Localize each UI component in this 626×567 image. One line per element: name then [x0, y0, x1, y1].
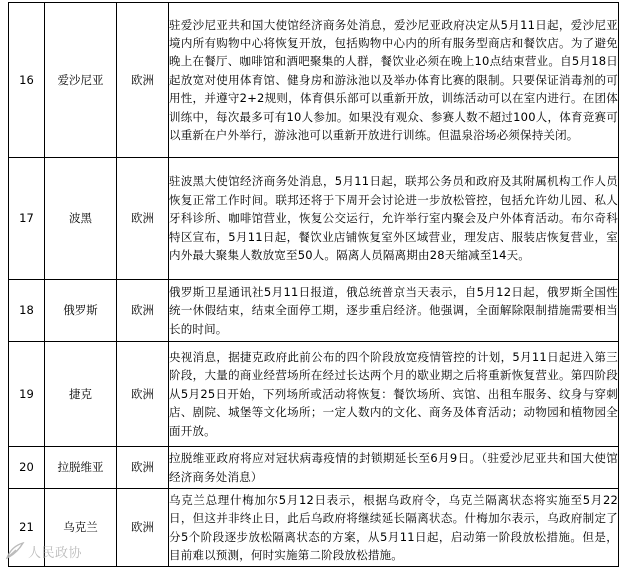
- country-name: 爱沙尼亚: [45, 3, 117, 158]
- region-name: 欧洲: [117, 158, 169, 280]
- country-name: 乌克兰: [45, 489, 117, 567]
- row-index: 18: [9, 280, 45, 342]
- region-name: 欧洲: [117, 342, 169, 447]
- row-index: 17: [9, 158, 45, 280]
- region-name: 欧洲: [117, 489, 169, 567]
- row-index: 16: [9, 3, 45, 158]
- row-index: 20: [9, 447, 45, 489]
- country-name: 俄罗斯: [45, 280, 117, 342]
- feather-logo-icon: [4, 541, 26, 561]
- row-index: 21: [9, 489, 45, 567]
- table-row: [9, 489, 619, 567]
- table-row: [9, 447, 619, 489]
- watermark-text: 人民政协: [28, 545, 83, 561]
- region-name: 欧洲: [117, 447, 169, 489]
- country-name: 捷克: [45, 342, 117, 447]
- table-row: [9, 3, 619, 158]
- country-name: 拉脱维亚: [45, 447, 117, 489]
- table-row: [9, 280, 619, 342]
- table-row: [9, 342, 619, 447]
- table-row: [9, 158, 619, 280]
- country-measures-table: [8, 2, 619, 567]
- watermark: [4, 540, 82, 562]
- region-name: 欧洲: [117, 3, 169, 158]
- measure-detail: 俄罗斯卫星通讯社5月11日报道，俄总统普京当天表示，自5月12日起，俄罗斯全国性统一休假结束，结束全面停工期，逐步重启经济。他强调，全面解除限制措施需要相当长的时间。: [169, 280, 619, 342]
- measure-detail: 拉脱维亚政府将应对冠状病毒疫情的封锁期延长至6月9日。（驻爱沙尼亚共和国大使馆经济商务处消息）: [169, 447, 619, 489]
- measure-detail: 驻波黑大使馆经济商务处消息，5月11日起，联邦公务员和政府及其附属机构工作人员恢复正常工作时间。联邦还将于下周开会讨论进一步放松管控，包括允许幼儿园、私人牙科诊所、咖啡馆营业，恢复公交运行，允许举行室内聚会及户外体育活动。布尔奇科特区宣布，5月11日起，餐饮业店铺恢复室外区域营业，理发店、服装店恢复营业，室内外最大聚集人数放宽至50人。隔离人员隔离期由28天缩减至14天。: [169, 158, 619, 280]
- measure-detail: 央视消息，据捷克政府此前公布的四个阶段放宽疫情管控的计划，5月11日起进入第三阶段，大量的商业经营场所在经过长达两个月的歇业期之后将重新恢复营业。第四阶段从5月25日开始，下列场所或活动将恢复：餐饮场所、宾馆、出租车服务、纹身与穿刺店、剧院、城堡等文化场所；一定人数内的文化、商务及体育活动；动物园和植物园全面开放。: [169, 342, 619, 447]
- row-index: 19: [9, 342, 45, 447]
- country-name: 波黑: [45, 158, 117, 280]
- region-name: 欧洲: [117, 280, 169, 342]
- measure-detail: 驻爱沙尼亚共和国大使馆经济商务处消息，爱沙尼亚政府决定从5月11日起，爱沙尼亚境内所有购物中心将恢复开放，包括购物中心内的所有服务型商店和餐饮店。为了避免晚上在餐厅、咖啡馆和酒吧聚集的人群，餐饮业必须在晚上10点结束营业。自5月18日起放宽对使用体育馆、健身房和游泳池以及举办体育比赛的限制。只要保证消毒剂的可用性，并遵守2+2规则，体育俱乐部可以重新开放，训练活动可以在室内进行。在团体训练中，每次最多可有10人参加。如果没有观众、参赛人数不超过100人，体育竞赛可以重新在户外举行，游泳池可以重新开放进行训练。但温泉浴场必须保持关闭。: [169, 3, 619, 158]
- measure-detail: 乌克兰总理什梅加尔5月12日表示，根据乌政府令，乌克兰隔离状态将实施至5月22日，但这并非终止日，此后乌政府将继续延长隔离状态。什梅加尔表示，乌政府制定了分5个阶段逐步放松隔离状态的方案，从5月11日起，启动第一阶段放松措施。但是，目前难以预测，何时实施第二阶段放松措施。: [169, 489, 619, 567]
